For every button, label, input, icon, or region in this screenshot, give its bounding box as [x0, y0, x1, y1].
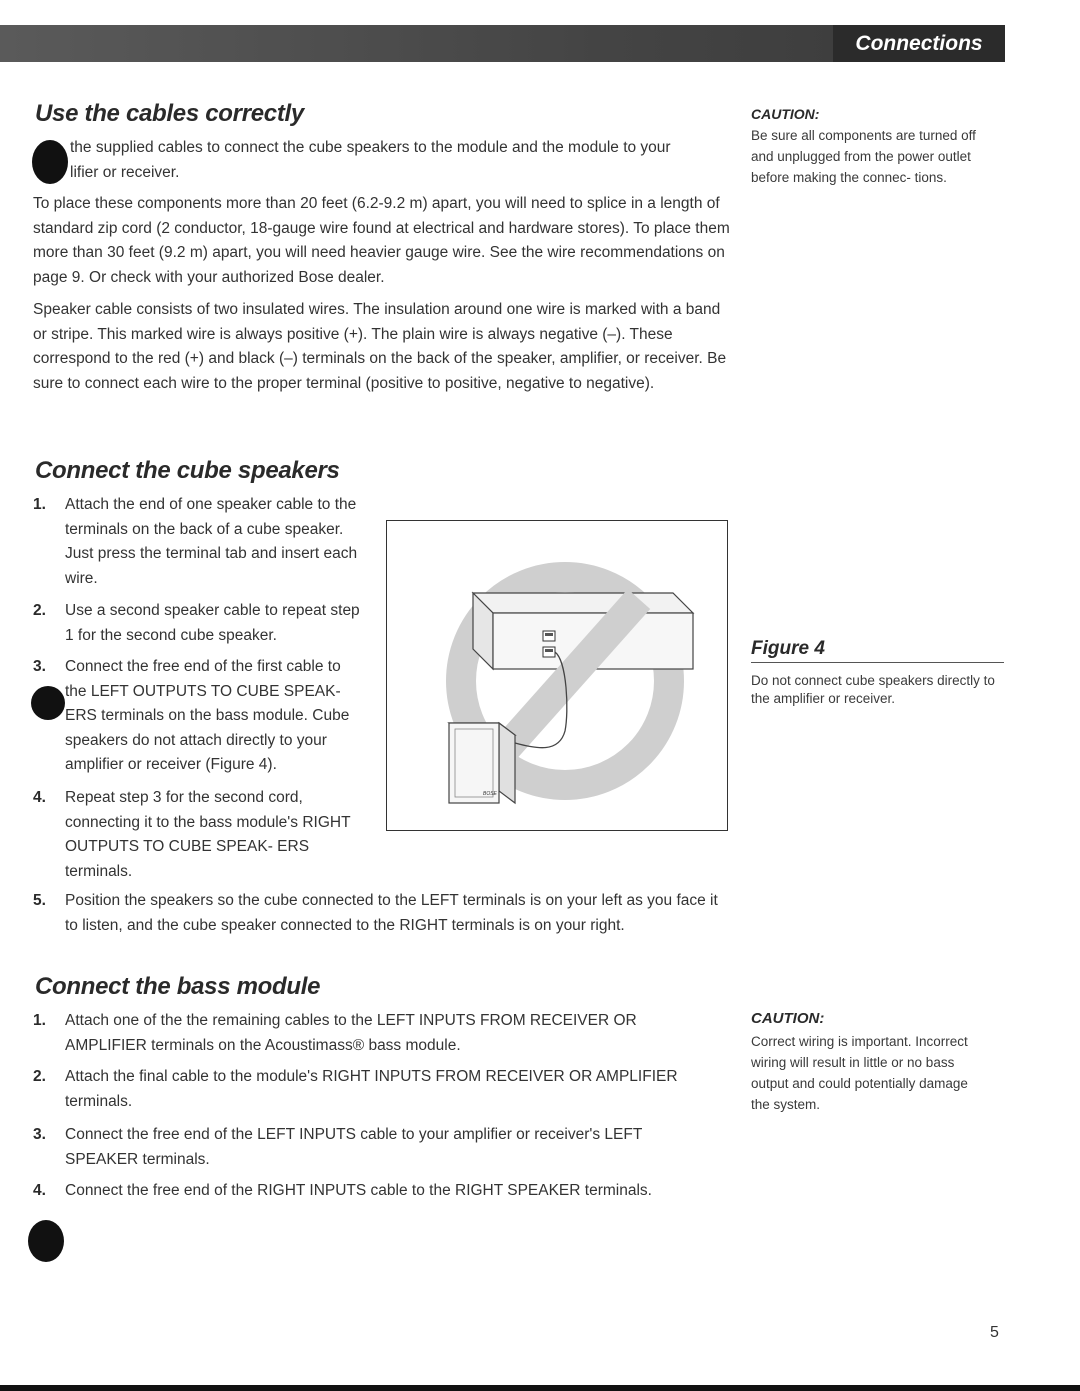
- punch-hole-mark: [28, 1220, 64, 1262]
- step-number: 2.: [33, 602, 46, 619]
- caution-text-1: Be sure all components are turned off and unplugged from the power outlet before making the connec- tions.: [751, 128, 976, 185]
- cube-speaker-icon: [449, 723, 515, 803]
- section-tab: Connections: [833, 25, 1005, 62]
- bottom-edge: [0, 1385, 1080, 1391]
- step-number: 3.: [33, 658, 46, 675]
- step-number: 5.: [33, 892, 46, 909]
- step-number: 2.: [33, 1068, 46, 1085]
- cables-heading: Use the cables correctly: [35, 100, 304, 127]
- step-text: Connect the free end of the RIGHT INPUTS cable to the RIGHT SPEAKER terminals.: [65, 1182, 652, 1199]
- step-number: 3.: [33, 1126, 46, 1143]
- step-text: Connect the free end of the LEFT INPUTS cable to your amplifier or receiver's LEFT SPEAKER terminals.: [65, 1126, 643, 1168]
- step-text: Attach one of the the remaining cables to the LEFT INPUTS FROM RECEIVER OR AMPLIFIER terminals on the Acoustimass® bass module.: [65, 1012, 637, 1054]
- step-text: Use a second speaker cable to repeat step 1 for the second cube speaker.: [65, 602, 360, 644]
- figure-label: Figure 4: [751, 638, 1004, 663]
- step-number: 4.: [33, 1182, 46, 1199]
- step-text: Position the speakers so the cube connected to the LEFT terminals is on your left as you face it to listen, and the cube speaker connected to the RIGHT terminals is on your right.: [65, 892, 718, 934]
- step-text: Connect the free end of the first cable to the LEFT OUTPUTS TO CUBE SPEAK- ERS terminals on the bass module. Cube speakers do not attach directly to your amplifier or receiver (Figure 4).: [65, 658, 350, 773]
- cube-heading: Connect the cube speakers: [35, 457, 340, 484]
- cables-paragraph-2: To place these components more than 20 feet (6.2-9.2 m) apart, you will need to splice in a length of standard zip cord (2 conductor, 18-gauge wire found at electrical and hardware stores). To place them more than 30 feet (9.2 m) apart, you will need heavier gauge wire. See the wire recommendations on page 9. Or check with your authorized Bose dealer.: [33, 195, 730, 286]
- punch-hole-mark: [31, 686, 65, 720]
- punch-hole-mark: [32, 140, 68, 184]
- step-text: Attach the end of one speaker cable to the terminals on the back of a cube speaker. Just press the terminal tab and insert each wire.: [65, 496, 358, 587]
- bass-heading: Connect the bass module: [35, 973, 321, 1000]
- figure-caption: Do not connect cube speakers directly to the amplifier or receiver.: [751, 673, 995, 706]
- caution-heading-1: CAUTION:: [751, 106, 820, 122]
- caution-text-2: Correct wiring is important. Incorrect wiring will result in little or no bass output and could potentially damage the system.: [751, 1034, 968, 1112]
- step-number: 4.: [33, 789, 46, 806]
- figure-4-illustration: [386, 520, 728, 831]
- step-text: Attach the final cable to the module's RIGHT INPUTS FROM RECEIVER OR AMPLIFIER terminals.: [65, 1068, 678, 1110]
- page-number: 5: [990, 1324, 999, 1341]
- speaker-logo: BOSE: [483, 791, 497, 797]
- prohibition-diagram: [387, 521, 726, 829]
- step-number: 1.: [33, 1012, 46, 1029]
- cables-paragraph-3: Speaker cable consists of two insulated wires. The insulation around one wire is marked with a band or stripe. This marked wire is always positive (+). The plain wire is always negative (–). These correspond to the red (+) and black (–) terminals on the back of the speaker, amplifier, or receiver. Be sure to connect each wire to the proper terminal (positive to positive, negative to negative).: [33, 301, 727, 392]
- cables-paragraph-1a: the supplied cables to connect the cube speakers to the module and the module to your: [70, 139, 671, 156]
- step-text: Repeat step 3 for the second cord, connecting it to the bass module's RIGHT OUTPUTS TO CUBE SPEAK- ERS terminals.: [65, 789, 351, 880]
- caution-heading-2: CAUTION:: [751, 1010, 825, 1027]
- step-number: 1.: [33, 496, 46, 513]
- cables-paragraph-1b: lifier or receiver.: [70, 164, 180, 181]
